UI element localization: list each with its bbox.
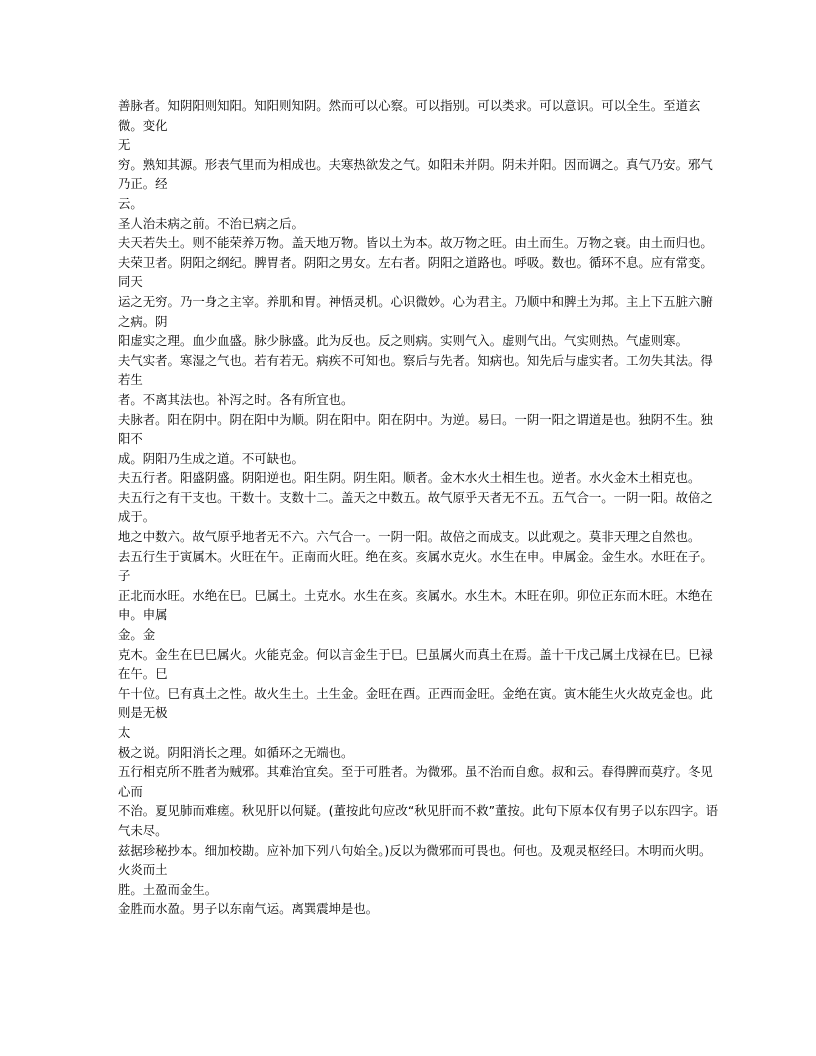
paragraph: 去五行生于寅属木。火旺在午。正南而火旺。绝在亥。亥属水克火。水生在申。申属金。金生水。水旺在子。子 — [118, 548, 713, 584]
paragraph: 正北而水旺。水绝在巳。巳属土。土克水。水生在亥。亥属水。水生木。木旺在卯。卯位正东而木旺。木绝在申。申属 — [118, 587, 713, 623]
paragraph: 夫脉者。阳在阴中。阴在阳中为顺。阴在阳中。阳在阴中。为逆。易曰。一阴一阳之谓道是也。独阴不生。独阳不 — [118, 411, 713, 447]
paragraph: 夫天若失土。则不能荣养万物。盖天地万物。皆以土为本。故万物之旺。由土而生。万物之衰。由土而归也。 — [118, 235, 713, 251]
paragraph: 穷。熟知其源。形表气里而为相成也。夫寒热欲发之气。如阳未并阴。阴未并阳。因而调之。真气乃安。邪气乃正。经 — [118, 156, 713, 192]
paragraph: 夫五行之有干支也。干数十。支数十二。盖天之中数五。故气原乎天者无不五。五气合一。一阴一阳。故倍之成于。 — [118, 489, 713, 525]
paragraph: 极之说。阴阳消长之理。如循环之无端也。 — [118, 744, 354, 760]
paragraph: 无 — [118, 137, 131, 153]
paragraph: 善脉者。知阴阳则知阳。知阳则知阴。然而可以心察。可以指别。可以类求。可以意识。可以全生。至道玄微。变化 — [118, 98, 701, 133]
paragraph: 克木。金生在巳巳属火。火能克金。何以言金生于巳。巳虽属火而真土在焉。盖十干戊己属土戊禄在巳。巳禄在午。巳 — [118, 646, 713, 682]
paragraph: 阳虚实之理。血少血盛。脉少脉盛。此为反也。反之则病。实则气入。虚则气出。气实则热。气虚则寒。 — [118, 333, 688, 349]
document-body — [118, 96, 720, 919]
paragraph: 成。阴阳乃生成之道。不可缺也。 — [118, 450, 304, 466]
paragraph: 夫气实者。寒湿之气也。若有若无。病疾不可知也。察后与先者。知病也。知先后与虚实者。工勿失其法。得若生 — [118, 352, 713, 388]
paragraph: 胜。土盈而金生。 — [118, 881, 218, 897]
paragraph: 地之中数六。故气原乎地者无不六。六气合一。一阴一阳。故倍之而成支。以此观之。莫非天理之自然也。 — [118, 529, 701, 545]
paragraph: 金。金 — [118, 627, 156, 643]
paragraph: 夫荣卫者。阴阳之纲纪。脾胃者。阴阳之男女。左右者。阴阳之道路也。呼吸。数也。循环不息。应有常变。同天 — [118, 254, 713, 290]
paragraph: 五行相克所不胜者为贼邪。其难治宜矣。至于可胜者。为微邪。虽不治而自愈。叔和云。春得脾而莫疗。冬见心而 — [118, 764, 713, 799]
paragraph: 者。不离其法也。补泻之时。各有所宜也。 — [118, 391, 354, 407]
paragraph: 太 — [118, 725, 131, 740]
paragraph: 金胜而水盈。男子以东南气运。离巽震坤是也。 — [118, 901, 379, 917]
paragraph: 云。 — [118, 195, 143, 211]
paragraph: 圣人治未病之前。不治已病之后。 — [118, 215, 304, 231]
paragraph: 夫五行者。阳盛阴盛。阴阳逆也。阳生阴。阴生阳。顺者。金木水火土相生也。逆者。水火金木土相克也。 — [118, 470, 701, 486]
paragraph: 午十位。巳有真土之性。故火生土。土生金。金旺在酉。正西而金旺。金绝在寅。寅木能生火火故克金也。此则是无极 — [118, 685, 713, 721]
paragraph: 运之无穷。乃一身之主宰。养肌和胃。神悟灵机。心识微妙。心为君主。乃顺中和脾土为邦。主上下五脏六腑之病。阴 — [118, 293, 713, 329]
paragraph: 不治。夏见肺而难瘥。秋见肝以何疑。(董按此句应改“秋见肝而不救”董按。此句下原本仅有男子以东四字。语气未尽。 — [118, 803, 719, 838]
paragraph: 兹据珍秘抄本。细加校勘。应补加下列八句始全。)反以为微邪而可畏也。何也。及观灵枢经曰。木明而火明。火炎而土 — [118, 842, 712, 878]
